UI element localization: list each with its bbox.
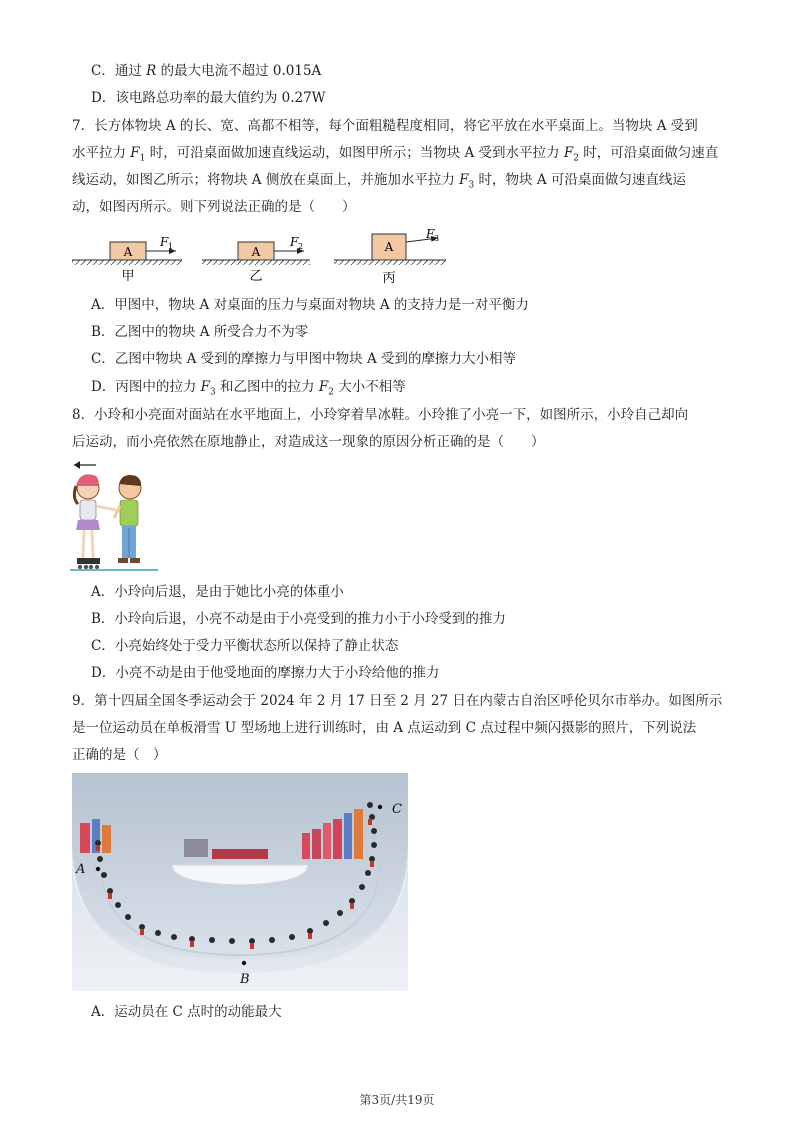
option-d: D．该电路总功率的最大值约为 0.27W (91, 90, 326, 106)
svg-text:A: A (384, 240, 394, 254)
q9-line-2: 是一位运动员在单板滑雪 U 型场地上进行训练时，由 A 点运动到 C 点过程中频闪摄影的照片，下列说法 (72, 720, 697, 736)
figure-label: 乙 (249, 269, 263, 284)
q8-line-1: 8．小玲和小亮面对面站在水平地面上，小玲穿着旱冰鞋。小玲推了小亮一下，如图所示，小玲自己却向 (72, 407, 689, 423)
boy-figure (114, 475, 141, 563)
point-c-dot (378, 805, 382, 809)
q7-option-a: A．甲图中，物块 A 对桌面的压力与桌面对物块 A 的支持力是一对平衡力 (91, 297, 529, 313)
halfpipe-photo (72, 773, 408, 991)
q7-line-1: 7．长方体物块 A 的长、宽、高都不相等，每个面粗糙程度相同，将它平放在水平桌面上。当物块 A 受到 (72, 118, 698, 134)
q8-option-a: A．小玲向后退，是由于她比小亮的体重小 (91, 584, 344, 600)
q8-line-2: 后运动，而小亮依然在原地静止，对造成这一现象的原因分析正确的是（ ） (72, 434, 545, 450)
q7-option-c: C．乙图中物块 A 受到的摩擦力与甲图中物块 A 受到的摩擦力大小相等 (91, 351, 516, 367)
figure-jia (72, 235, 182, 284)
q7-option-d: D．丙图中的拉力 $F_3$ 和乙图中的拉力 $F_2$ 大小不相等 (91, 379, 406, 398)
figure-label: 甲 (121, 269, 135, 284)
q8-option-c: C．小亮始终处于受力平衡状态所以保持了静止状态 (91, 638, 399, 654)
svg-text:3: 3 (434, 234, 440, 243)
q7-line-3: 线运动，如图乙所示；将物块 A 侧放在桌面上，并施加水平拉力 $F_3$ 时，物块 A 可沿桌面做匀速直线运 (72, 172, 686, 191)
figure-yi (202, 235, 310, 284)
figure-label: 丙 (382, 271, 396, 286)
q7-option-b: B．乙图中的物块 A 所受合力不为零 (91, 324, 309, 340)
q8-option-b: B．小玲向后退，小亮不动是由于小亮受到的推力小于小玲受到的推力 (91, 611, 506, 627)
q8-option-d: D．小亮不动是由于他受地面的摩擦力大于小玲给他的推力 (91, 665, 440, 681)
svg-text:F: F (290, 235, 299, 249)
figure-bing (334, 228, 446, 286)
point-a-dot (96, 867, 100, 871)
q9-line-3: 正确的是（ ） (72, 747, 167, 763)
q7-line-2: 水平拉力 $F_1$ 时，可沿桌面做加速直线运动，如图甲所示；当物块 A 受到水平拉力 $F_2$ 时，可沿桌面做匀速直 (72, 145, 719, 164)
svg-text:F: F (160, 235, 169, 249)
point-a-label: A (76, 862, 86, 877)
point-c-label: C (392, 802, 402, 817)
point-b-label: B (240, 972, 250, 987)
point-b-dot (242, 961, 246, 965)
page-footer: 第3页/共19页 (359, 1093, 435, 1107)
svg-text:2: 2 (298, 242, 304, 251)
girl-figure (74, 474, 116, 569)
q9-option-a: A．运动员在 C 点时的动能最大 (91, 1004, 282, 1020)
q7-line-4: 动，如图丙所示。则下列说法正确的是（ ） (72, 199, 356, 215)
svg-text:1: 1 (168, 242, 174, 251)
svg-text:A: A (123, 245, 133, 259)
svg-text:F: F (426, 228, 435, 241)
q8-figure (66, 458, 162, 576)
q9-line-1: 9．第十四届全国冬季运动会于 2024 年 2 月 17 日至 2 月 27 日在内蒙古自治区呼伦贝尔市举办。如图所示 (72, 693, 723, 709)
q7-figure (70, 228, 460, 290)
svg-text:A: A (251, 245, 261, 259)
option-c: C．通过 R 的最大电流不超过 0.015A (91, 63, 322, 79)
